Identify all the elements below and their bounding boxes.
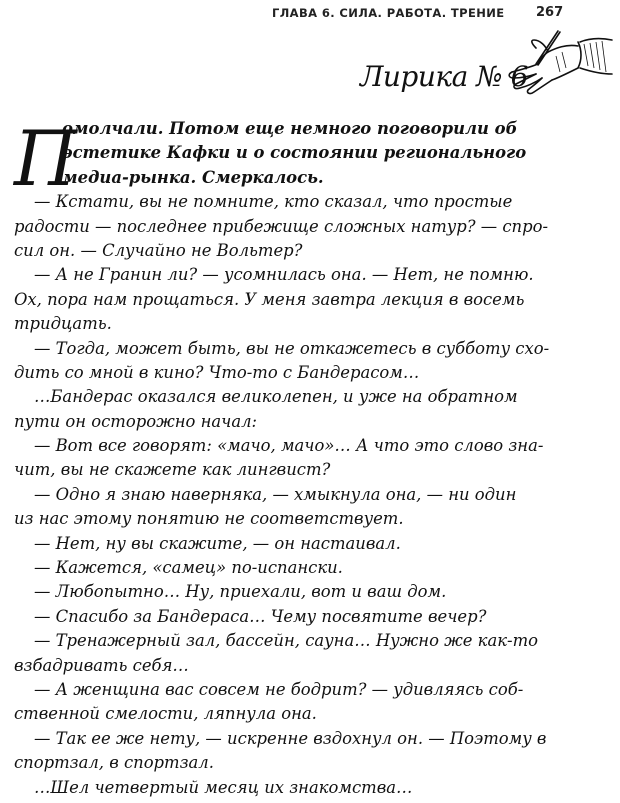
paragraph-line: тридцать.	[14, 314, 112, 334]
paragraph-line: спортзал, в спортзал.	[14, 753, 214, 773]
paragraph-line: — А женщина вас совсем не бодрит? — удивляясь соб-	[34, 679, 524, 699]
paragraph-line: — Тогда, может быть, вы не откажетесь в субботу схо-	[34, 338, 550, 358]
paragraph-line: из нас этому понятию не соответствует.	[14, 509, 404, 529]
paragraph-line: — А не Гранин ли? — усомнилась она. — Нет, не помню.	[34, 265, 534, 285]
paragraph-line: чит, вы не скажете как лингвист?	[14, 460, 331, 480]
paragraph-line: ственной смелости, ляпнула она.	[14, 704, 317, 724]
paragraph-line: — Кстати, вы не помните, кто сказал, что простые	[34, 192, 513, 212]
paragraph-line: сил он. — Случайно не Вольтер?	[14, 240, 303, 260]
paragraph-line: взбадривать себя…	[14, 655, 189, 675]
body-text	[14, 114, 598, 800]
paragraph-line: — Спасибо за Бандераса… Чему посвятите вечер?	[34, 606, 487, 626]
drop-cap: П	[14, 114, 77, 203]
section-title: Лирика № 6	[360, 60, 528, 93]
paragraph-line: медиа-рынка. Смеркалось.	[62, 167, 324, 187]
paragraph-line: Ох, пора нам прощаться. У меня завтра лекция в восемь	[14, 289, 525, 309]
paragraph-line: — Нет, ну вы скажите, — он настаивал.	[34, 533, 401, 553]
paragraph-line: — Так ее же нету, — искренне вздохнул он. — Поэтому в	[34, 728, 547, 748]
paragraph-line: …Бандерас оказался великолепен, и уже на обратном	[34, 387, 518, 407]
writing-hand-icon	[496, 28, 614, 98]
paragraph-line: пути он осторожно начал:	[14, 411, 258, 431]
paragraph-line: — Вот все говорят: «мачо, мачо»… А что это слово зна-	[34, 436, 544, 456]
paragraph-line: — Одно я знаю наверняка, — хмыкнула она, — ни один	[34, 484, 517, 504]
paragraph-line: эстетике Кафки и о состоянии регионального	[62, 143, 527, 163]
paragraph-line: омолчали. Потом еще немного поговорили об	[62, 119, 518, 138]
paragraph-line: …Шел четвертый месяц их знакомства…	[34, 777, 413, 797]
paragraph-line: дить со мной в кино? Что-то с Бандерасом…	[14, 362, 420, 382]
paragraph-line: — Любопытно… Ну, приехали, вот и ваш дом.	[34, 582, 447, 602]
paragraph-line: — Тренажерный зал, бассейн, сауна… Нужно же как-то	[34, 631, 538, 651]
page-header	[0, 6, 620, 24]
page-number: 267	[536, 5, 564, 20]
running-head: ГЛАВА 6. СИЛА. РАБОТА. ТРЕНИЕ	[272, 6, 505, 20]
paragraph-line: радости — последнее прибежище сложных натур? — спро-	[14, 216, 549, 236]
paragraph-line: — Кажется, «самец» по-испански.	[34, 558, 343, 578]
